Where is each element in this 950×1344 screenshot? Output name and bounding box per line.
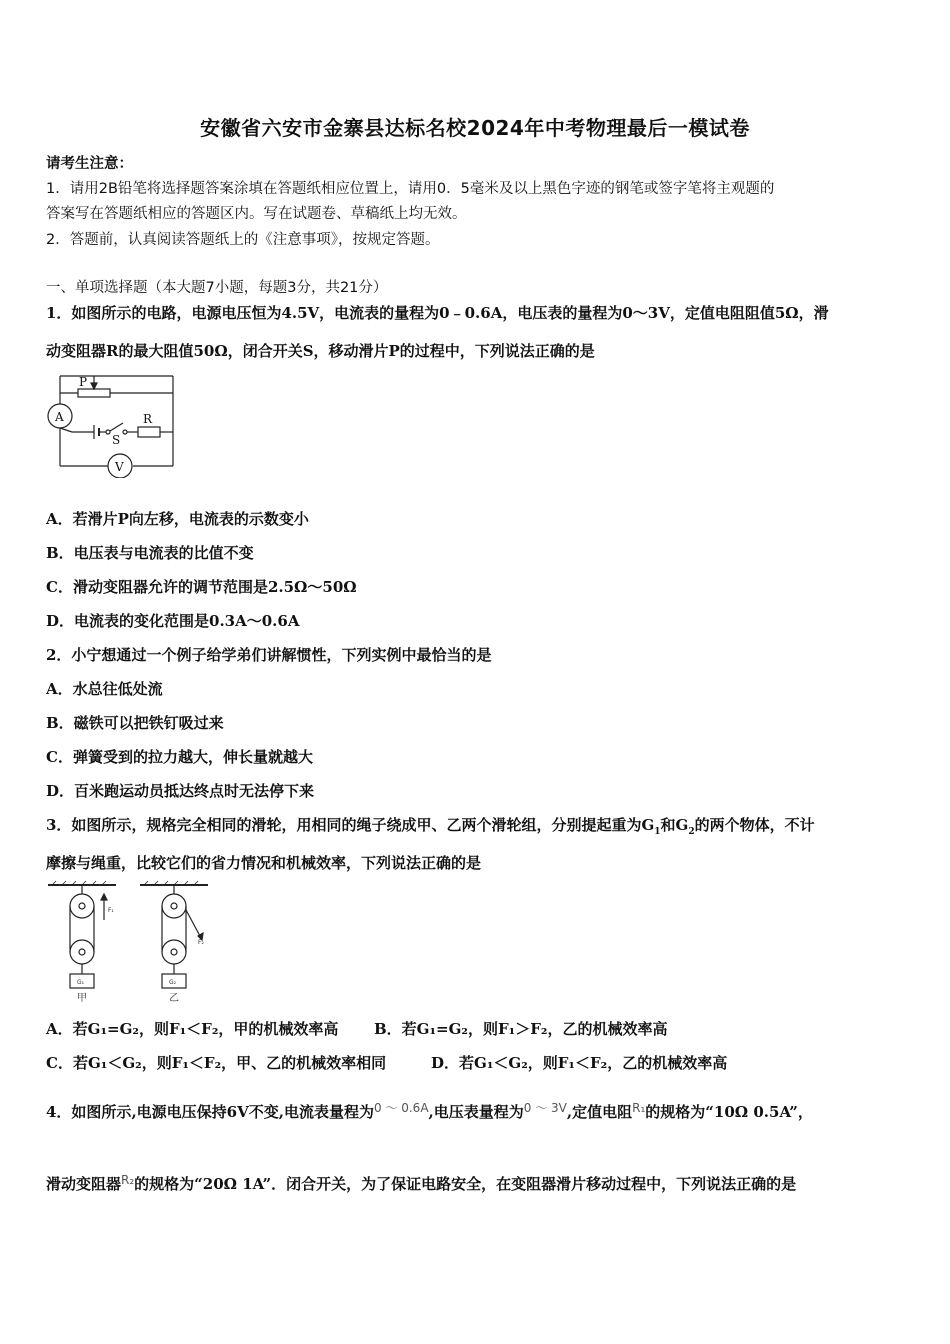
q3-option-b: B．若G₁=G₂，则F₁＞F₂，乙的机械效率高: [374, 1020, 668, 1038]
page-title: 安徽省六安市金寨县达标名校2024年中考物理最后一模试卷: [200, 116, 750, 140]
label-s: S: [112, 433, 121, 447]
q2-option-b: B．磁铁可以把铁钉吸过来: [46, 714, 224, 732]
q3-stem-a: 3．如图所示，规格完全相同的滑轮，用相同的绳子绕成甲、乙两个滑轮组，分别提起重为$G_1$和$G_2$的两个物体，不计: [46, 816, 815, 837]
notice-heading: 请考生注意：: [46, 156, 133, 172]
label-yi: 乙: [169, 993, 179, 1004]
q1-option-b: B．电压表与电流表的比值不变: [46, 544, 254, 562]
q4-math-r2: R₂: [121, 1173, 135, 1187]
label-jia: 甲: [77, 993, 87, 1004]
q3-stem-b: 摩擦与绳重，比较它们的省力情况和机械效率，下列说法正确的是: [46, 854, 482, 872]
label-f2: F₂: [198, 939, 204, 946]
q1-option-a: A．若滑片P向左移，电流表的示数变小: [46, 510, 309, 528]
label-v: V: [115, 460, 124, 474]
q1-stem-a: 1．如图所示的电路，电源电压恒为4.5V，电流表的量程为0﹣0.6A，电压表的量程为0～3V，定值电阻阻值5Ω，滑: [46, 304, 829, 322]
q3-option-d: D．若G₁＜G₂，则F₁＜F₂，乙的机械效率高: [431, 1054, 728, 1072]
section-heading: 一、单项选择题（本大题7小题，每题3分，共21分）: [46, 280, 388, 296]
q1-stem-b: 动变阻器R的最大阻值50Ω，闭合开关S，移动滑片P的过程中，下列说法正确的是: [46, 342, 595, 360]
q3-option-a: A．若G₁=G₂，则F₁＜F₂，甲的机械效率高: [46, 1020, 339, 1038]
notice-item-2: 2．答题前，认真阅读答题纸上的《注意事项》，按规定答题。: [46, 232, 440, 248]
q2-option-c: C．弹簧受到的拉力越大，伸长量就越大: [46, 748, 313, 766]
label-p: P: [79, 375, 88, 389]
q1-option-d: D．电流表的变化范围是0.3A～0.6A: [46, 612, 300, 630]
label-f1: F₁: [108, 907, 114, 914]
q2-stem: 2．小宁想通过一个例子给学弟们讲解惯性，下列实例中最恰当的是: [46, 646, 492, 664]
q1-option-c: C．滑动变阻器允许的调节范围是2.5Ω～50Ω: [46, 578, 357, 596]
notice-item-1a: 1．请用2B铅笔将选择题答案涂填在答题纸相应位置上，请用0．5毫米及以上黑色字迹的钢笔或签字笔将主观题的: [46, 181, 775, 197]
label-g1: G₁: [77, 979, 85, 986]
q3-pulley-diagram: [44, 880, 219, 1005]
label-a: A: [55, 410, 64, 424]
q1-circuit-diagram: [40, 368, 180, 478]
q3-option-c: C．若G₁＜G₂，则F₁＜F₂，甲、乙的机械效率相同: [46, 1054, 387, 1072]
q2-option-d: D．百米跑运动员抵达终点时无法停下来: [46, 782, 315, 800]
label-g2: G₂: [169, 979, 177, 986]
notice-item-1b: 答案写在答题纸相应的答题区内。写在试题卷、草稿纸上均无效。: [46, 206, 467, 222]
q4-stem-a: 4．如图所示,电源电压保持6V不变,电流表量程为$^{0 \sim 0.6A}$,电压表量程为$^{0 \sim 3V}$,定值电阻$^{R_1}$的规格为“10Ω 0.5A”，: [46, 1101, 813, 1121]
q4-math-voltage-range: 0 ～ 3V: [523, 1101, 567, 1115]
q4-math-current-range: 0 ～ 0.6A: [373, 1101, 429, 1115]
q4-math-r1: R₁: [632, 1101, 646, 1115]
label-r: R: [143, 412, 153, 426]
q4-stem-b: 滑动变阻器$^{R_2}$的规格为“20Ω 1A”．闭合开关，为了保证电路安全，在变阻器滑片移动过程中，下列说法正确的是: [46, 1173, 797, 1193]
q2-option-a: A．水总往低处流: [46, 680, 163, 698]
